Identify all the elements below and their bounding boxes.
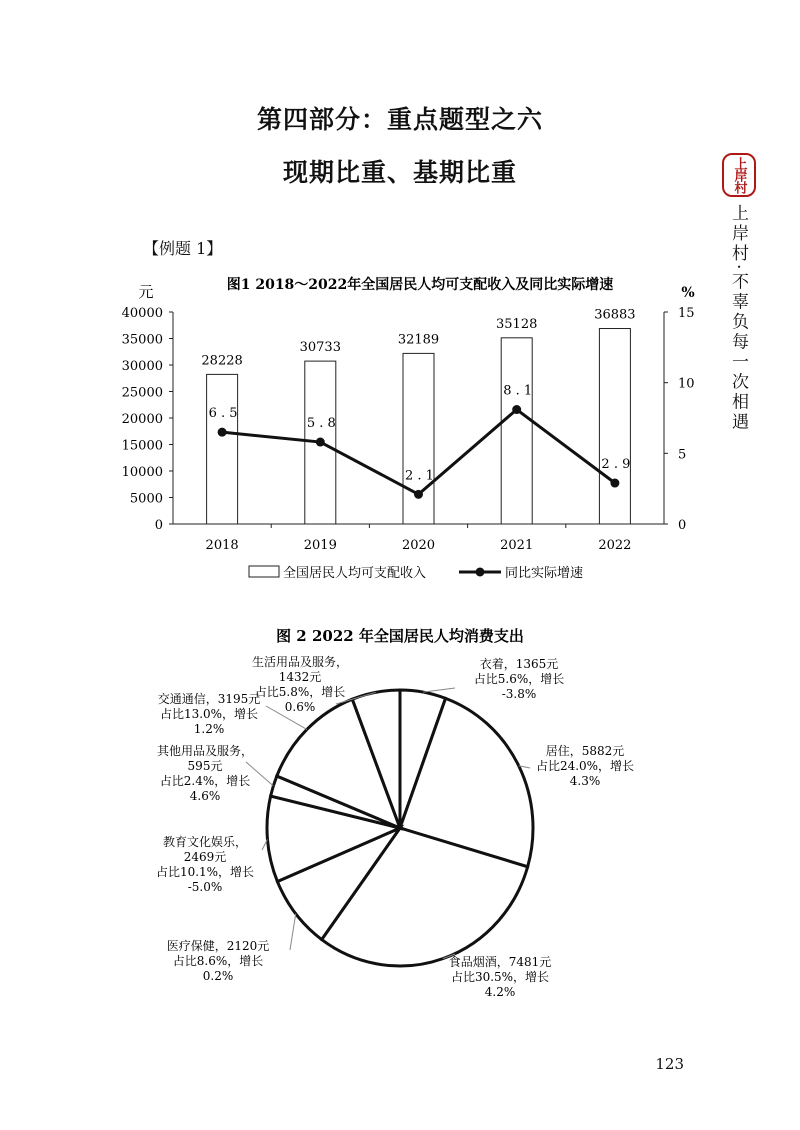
pie-slice-label: [167, 938, 270, 983]
x-tick-label: 2021: [500, 538, 534, 553]
income-bar-label: 28228: [201, 353, 243, 369]
chart2-title: 图 2 2022 年全国居民人均消费支出: [276, 627, 524, 645]
income-bar-label: 36883: [594, 307, 636, 323]
pie-slice-label: [156, 834, 254, 894]
growth-label: 2 . 1: [405, 468, 434, 484]
pie-slice-label-line: 4.6%: [189, 789, 221, 803]
page-number: 123: [655, 1055, 684, 1073]
left-tick-label: 0: [154, 518, 163, 533]
growth-point: [316, 438, 325, 447]
pie-slice-label-line: 交通通信，3195元: [157, 692, 261, 706]
pie-slice-label-line: 其他用品及服务，: [156, 744, 254, 758]
side-slogan: 上岸村·不辜负每一次相遇: [728, 204, 748, 433]
pie-slice-label-line: 1432元: [278, 670, 322, 684]
pie-slice-label-line: 食品烟酒，7481元: [448, 955, 552, 969]
income-bar: [207, 374, 238, 524]
x-tick-label: 2018: [205, 538, 239, 553]
page-subtitle: 现期比重、基期比重: [282, 158, 517, 187]
pie-slice-label: [449, 954, 552, 999]
income-bar-label: 30733: [299, 340, 341, 356]
income-bar-label: 32189: [397, 332, 440, 348]
right-axis-unit: %: [681, 285, 695, 301]
legend-bar-label: 全国居民人均可支配收入: [283, 566, 427, 581]
left-tick-label: 10000: [121, 465, 163, 480]
pie-slice-label-line: 教育文化娱乐，: [162, 835, 248, 849]
income-bar-label: 35128: [496, 316, 538, 332]
left-tick-label: 30000: [121, 359, 163, 374]
pie-slice-label-line: 占比24.0%，增长: [535, 759, 635, 773]
left-tick-label: 20000: [121, 412, 163, 427]
growth-label: 8 . 1: [503, 383, 533, 399]
pie-slice-label-line: 1.2%: [193, 722, 225, 736]
left-tick-label: 5000: [129, 491, 163, 507]
income-bar: [501, 338, 532, 524]
brand-logo: 上岸村: [722, 153, 756, 197]
pie-slice-label-line: 0.6%: [284, 700, 316, 714]
left-tick-label: 15000: [121, 438, 163, 454]
legend-bar-swatch: [249, 566, 279, 577]
right-tick-label: 0: [678, 518, 687, 533]
left-tick-label: 25000: [121, 385, 163, 401]
chart1-title: 图1 2018～2022年全国居民人均可支配收入及同比实际增速: [226, 277, 614, 293]
right-tick-label: 15: [678, 306, 695, 321]
legend-line-marker: [476, 568, 485, 577]
right-tick-label: 5: [678, 447, 687, 463]
x-tick-label: 2020: [401, 538, 436, 553]
consumption-pie-chart: [156, 627, 634, 999]
growth-point: [414, 490, 423, 499]
pie-slice-label-line: 2469元: [183, 850, 227, 864]
right-tick-label: 10: [678, 376, 695, 392]
pie-slice-label-line: 占比13.0%，增长: [159, 707, 259, 721]
left-tick-label: 40000: [121, 306, 163, 321]
pie-slice-label-line: -3.8%: [501, 687, 537, 701]
pie-slice-label: [157, 743, 253, 803]
growth-point: [512, 405, 521, 414]
pie-leader-line: [423, 688, 455, 692]
pie-slice-label: [536, 744, 634, 788]
pie-slice-label: [252, 654, 348, 714]
pie-slice-label-line: 595元: [187, 759, 223, 773]
income-bar: [599, 329, 630, 524]
pie-slice-label-line: 生活用品及服务，: [251, 655, 349, 669]
x-tick-label: 2022: [598, 538, 632, 553]
growth-point: [218, 428, 227, 437]
pie-slice-label: [474, 657, 565, 701]
pie-slice-label-line: 占比8.6%，增长: [172, 954, 264, 968]
x-tick-label: 2019: [303, 538, 337, 553]
pie-slice-label-line: 4.2%: [484, 985, 516, 999]
pie-slice-label-line: -5.0%: [187, 880, 223, 894]
pie-slice-label-line: 医疗保健，2120元: [166, 939, 270, 953]
left-tick-label: 35000: [121, 332, 163, 348]
example-label: 【例题 1】: [143, 239, 223, 258]
growth-label: 2 . 9: [601, 457, 631, 473]
pie-slice-label-line: 占比10.1%，增长: [155, 865, 255, 879]
growth-point: [610, 479, 619, 488]
pie-slice-label-line: 占比5.8%，增长: [254, 685, 346, 699]
pie-slice-label-line: 0.2%: [202, 969, 234, 983]
growth-label: 5 . 8: [306, 416, 336, 432]
section-title: 第四部分：重点题型之六: [256, 105, 543, 134]
legend-line-label: 同比实际增速: [505, 566, 584, 581]
income-bar-line-chart: [122, 276, 695, 581]
pie-slice-label: [158, 691, 261, 736]
pie-slice-label-line: 衣着，1365元: [479, 657, 559, 671]
growth-label: 6 . 5: [208, 406, 238, 422]
left-axis-unit: 元: [138, 283, 154, 301]
pie-leader-line: [290, 914, 296, 950]
pie-slice-label-line: 占比5.6%，增长: [473, 672, 565, 686]
pie-slice-label-line: 占比30.5%，增长: [450, 970, 550, 984]
pie-slice-label-line: 4.3%: [569, 774, 601, 788]
pie-slice-label-line: 居住，5882元: [545, 744, 625, 758]
pie-slice-label-line: 占比2.4%，增长: [159, 774, 251, 788]
